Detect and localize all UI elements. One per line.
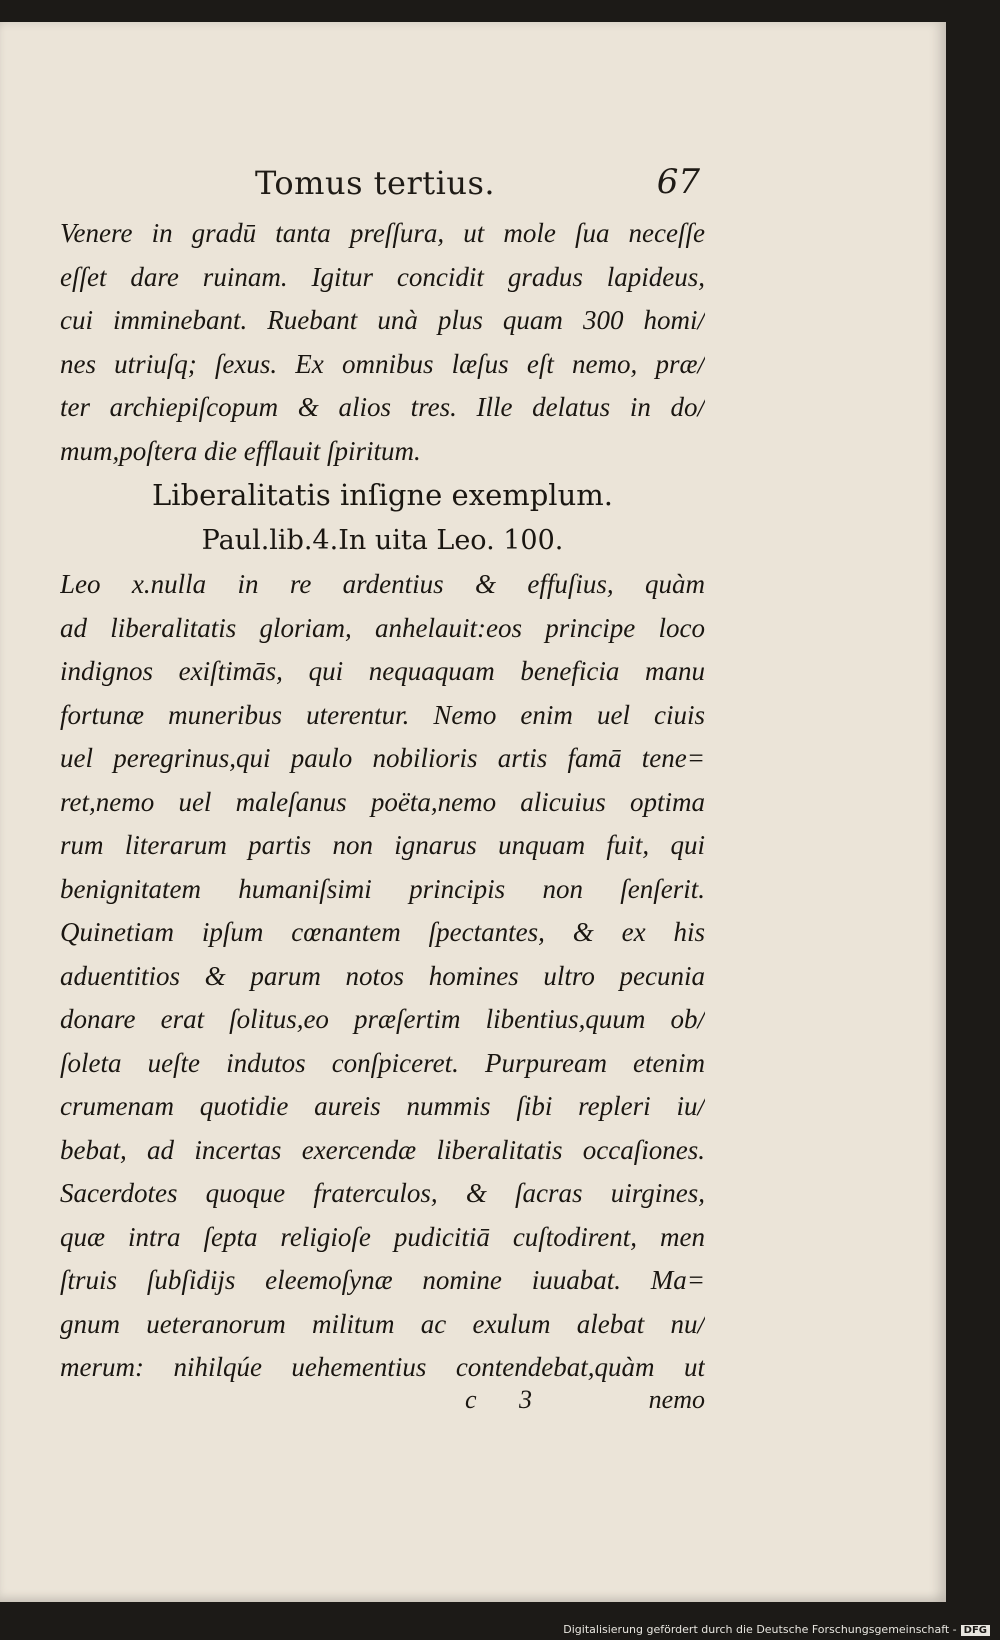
text-line: indignos exiſtimās, qui nequaquam beneficia manu — [60, 656, 705, 686]
text-line: gnum ueteranorum militum ac exulum alebat nu/ — [60, 1308, 705, 1339]
text-line: Leo x.nulla in re ardentius & effuſius, quàm — [60, 569, 705, 599]
text-line: mum,poſtera die efflauit ſpiritum. — [60, 435, 421, 466]
credit-text: Digitalisierung gefördert durch die Deutsche Forschungsgemeinschaft - — [563, 1623, 957, 1636]
text-line: ret,nemo uel maleſanus poëta,nemo alicuius optima — [60, 786, 705, 817]
text-line: merum: nihilqúe uehementius contendebat,quàm ut — [60, 1352, 705, 1382]
text-line: ſtruis ſubſidijs eleemoſynæ nomine iuuabat. Ma= — [60, 1265, 705, 1295]
text-line: fortunæ muneribus uterentur. Nemo enim uel ciuis — [60, 699, 705, 730]
page-footer — [60, 1385, 705, 1425]
catchword: nemo — [648, 1385, 705, 1414]
section-heading: Liberalitatis inſigne exemplum. — [152, 478, 613, 512]
digitization-credit — [563, 1623, 990, 1636]
text-line: rum literarum partis non ignarus unquam fuit, qui — [60, 830, 705, 860]
text-line: cui imminebant. Ruebant unà plus quam 300 homi/ — [60, 305, 705, 335]
running-title: Tomus tertius. — [255, 164, 496, 202]
section-source: Paul.lib.4.In uita Leo. 100. — [201, 525, 564, 556]
text-line: ter archiepiſcopum & alios tres. Ille delatus in do/ — [60, 392, 705, 422]
signature-mark: c 3 — [465, 1385, 551, 1414]
text-line: bebat, ad incertas exercendæ liberalitatis occaſiones. — [60, 1134, 705, 1165]
dfg-logo: DFG — [961, 1625, 990, 1636]
page-header — [60, 140, 700, 210]
paragraph-main — [60, 563, 705, 1390]
text-line: donare erat ſolitus,eo præſertim libentius,quum ob/ — [60, 1004, 705, 1034]
text-line: Venere in gradū tanta preſſura, ut mole ſua neceſſe — [60, 218, 705, 248]
text-line: eſſet dare ruinam. Igitur concidit gradus lapideus, — [60, 261, 705, 292]
text-line: nes utriuſq; ſexus. Ex omnibus læſus eſt nemo, præ/ — [60, 348, 705, 379]
page-number: 67 — [656, 162, 700, 202]
text-line: aduentitios & parum notos homines ultro pecunia — [60, 960, 705, 991]
text-line: crumenam quotidie aureis nummis ſibi repleri iu/ — [60, 1091, 705, 1121]
text-line: Quinetiam ipſum cœnantem ſpectantes, & ex his — [60, 917, 705, 947]
text-line: ad liberalitatis gloriam, anhelauit:eos principe loco — [60, 612, 705, 643]
paragraph-continuation — [60, 212, 705, 473]
text-line: ſoleta ueſte indutos conſpiceret. Purpuream etenim — [60, 1047, 705, 1078]
text-line: Sacerdotes quoque fraterculos, & ſacras uirgines, — [60, 1178, 705, 1208]
text-line: benignitatem humaniſsimi principis non ſenſerit. — [60, 873, 705, 904]
text-block — [60, 212, 705, 1390]
text-line: quæ intra ſepta religioſe pudicitiā cuſtodirent, men — [60, 1221, 705, 1252]
text-line: uel peregrinus,qui paulo nobilioris artis famā tene= — [60, 743, 705, 773]
book-page — [0, 22, 946, 1602]
